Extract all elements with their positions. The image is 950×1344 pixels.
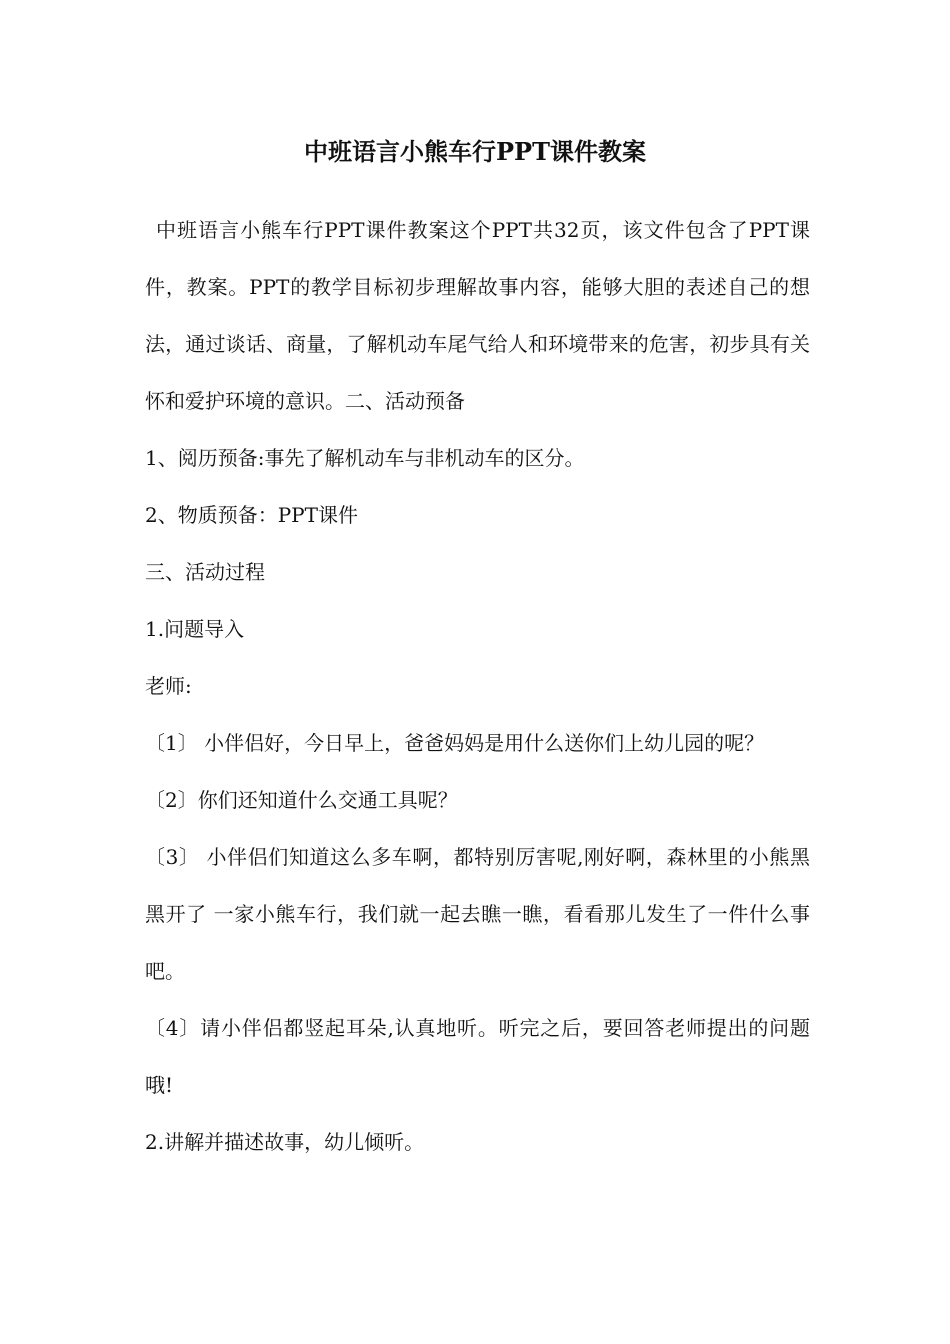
story-telling-heading: 2.讲解并描述故事，幼儿倾听。 [145, 1130, 425, 1154]
activity-process-heading: 三、活动过程 [145, 560, 265, 584]
document-body [145, 202, 810, 1171]
question-1-paragraph: 〔1〕 小伴侣好，今日早上，爸爸妈妈是用什么送你们上幼儿园的呢？ [145, 731, 765, 755]
teacher-label: 老师: [145, 674, 192, 698]
question-2-paragraph: 〔2〕你们还知道什么交通工具呢？ [145, 788, 458, 812]
intro-paragraph: 中班语言小熊车行PPT课件教案这个PPT共32页，该文件包含了PPT课件，教案。PPT的教学目标初步理解故事内容，能够大胆的表述自己的想法，通过谈话、商量，了解机动车尾气给人和环境带来的危害，初步具有关怀和爱护环境的意识。二、活动预备 [145, 218, 810, 413]
question-3-paragraph: 〔3〕 小伴侣们知道这么多车啊，都特别厉害呢,刚好啊，森林里的小熊黑黑开了 一家小熊车行，我们就一起去瞧一瞧，看看那儿发生了一件什么事吧。 [145, 845, 810, 983]
question-intro-heading: 1.问题导入 [145, 617, 245, 641]
prep-material-paragraph: 2、物质预备：PPT课件 [145, 503, 358, 527]
prep-experience-paragraph: 1、阅历预备:事先了解机动车与非机动车的区分。 [145, 446, 585, 470]
question-4-paragraph: 〔4〕请小伴侣都竖起耳朵,认真地听。听完之后，要回答老师提出的问题哦! [145, 1016, 810, 1097]
document-title: 中班语言小熊车行PPT课件教案 [304, 137, 646, 166]
